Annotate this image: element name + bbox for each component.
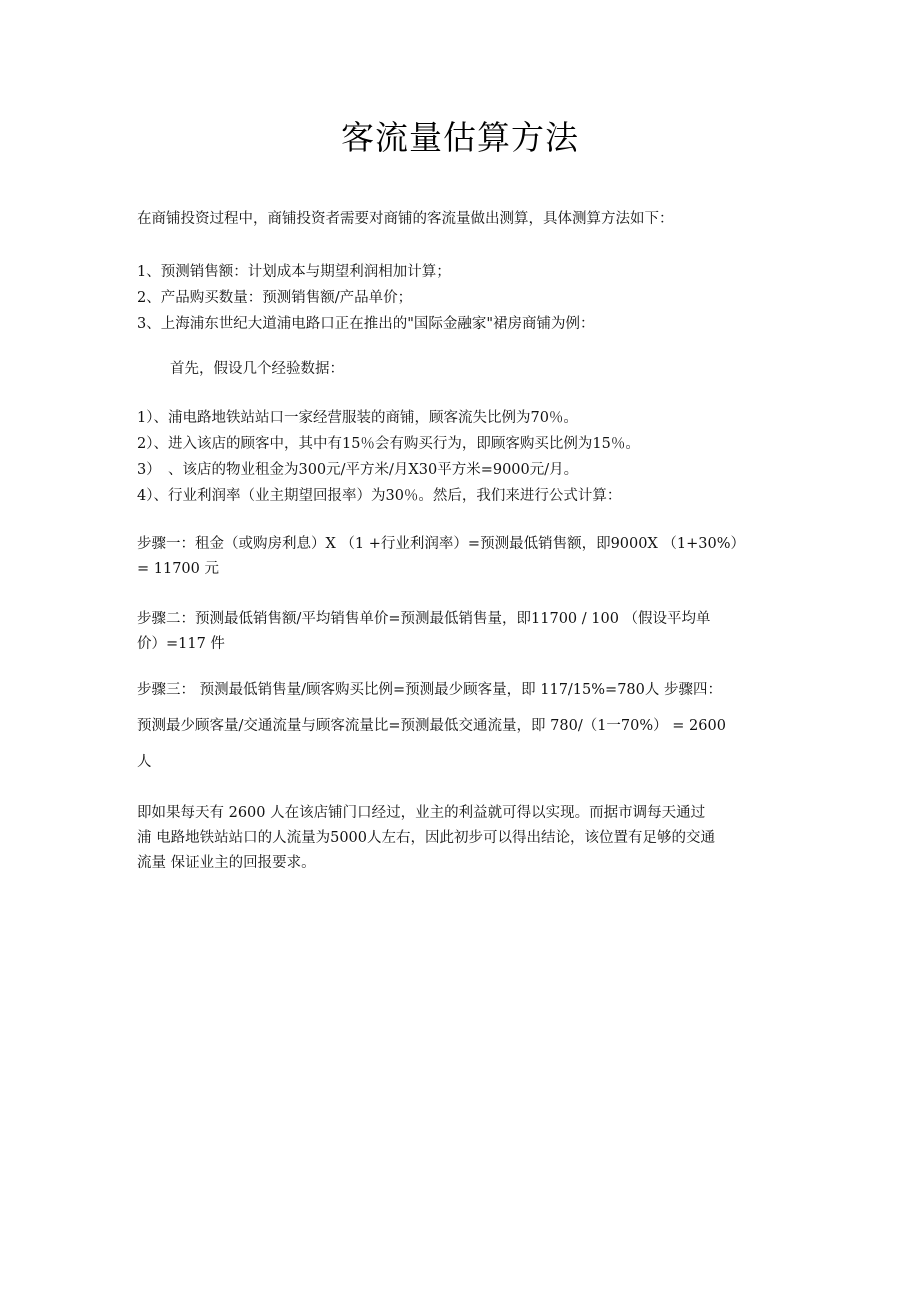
step-one-line-1: 步骤一：租金（或购房利息）X （1 +行业利润率）=预测最低销售额，即9000X （1+30%） — [137, 536, 745, 552]
method-item-3: 3、上海浦东世纪大道浦电路口正在推出的"国际金融家"裙房商铺为例： — [137, 316, 595, 332]
step-three-line: 步骤三： 预测最低销售量/顾客购买比例=预测最少顾客量，即 117/15%=780人 步骤四： — [137, 682, 722, 698]
step-two-line-2: 价）=117 件 — [137, 636, 225, 652]
assumption-item-3: 3） 、该店的物业租金为300元/平方米/月X30平方米=9000元/月。 — [137, 462, 579, 478]
assumption-heading: 首先，假设几个经验数据： — [170, 361, 344, 377]
step-four-line-1: 预测最少顾客量/交通流量与顾客流量比=预测最低交通流量，即 780/（1一70%） = 2600 — [137, 718, 726, 734]
step-four-line-2: 人 — [137, 754, 152, 770]
conclusion-line-1: 即如果每天有 2600 人在该店铺门口经过，业主的利益就可得以实现。而据市调每天通过 — [137, 805, 706, 821]
conclusion-line-3: 流量 保证业主的回报要求。 — [137, 855, 316, 871]
conclusion-line-2: 浦 电路地铁站站口的人流量为5000人左右，因此初步可以得出结论，该位置有足够的交通 — [137, 830, 716, 846]
step-one-line-2: = 11700 元 — [137, 561, 219, 577]
method-item-2: 2、产品购买数量：预测销售额/产品单价； — [137, 290, 413, 306]
intro-paragraph: 在商铺投资过程中，商铺投资者需要对商铺的客流量做出测算，具体测算方法如下： — [137, 211, 674, 227]
page-title: 客流量估算方法 — [341, 118, 579, 157]
assumption-item-2: 2）、进入该店的顾客中，其中有15％会有购买行为，即顾客购买比例为15％。 — [137, 436, 640, 452]
assumption-item-1: 1）、浦电路地铁站站口一家经营服装的商铺，顾客流失比例为70％。 — [137, 410, 578, 426]
method-item-1: 1、预测销售额：计划成本与期望利润相加计算； — [137, 264, 451, 280]
assumption-item-4: 4）、行业利润率（业主期望回报率）为30％。然后，我们来进行公式计算： — [137, 488, 622, 504]
step-two-line-1: 步骤二：预测最低销售额/平均销售单价=预测最低销售量，即11700 / 100 （假设平均单 — [137, 611, 711, 627]
